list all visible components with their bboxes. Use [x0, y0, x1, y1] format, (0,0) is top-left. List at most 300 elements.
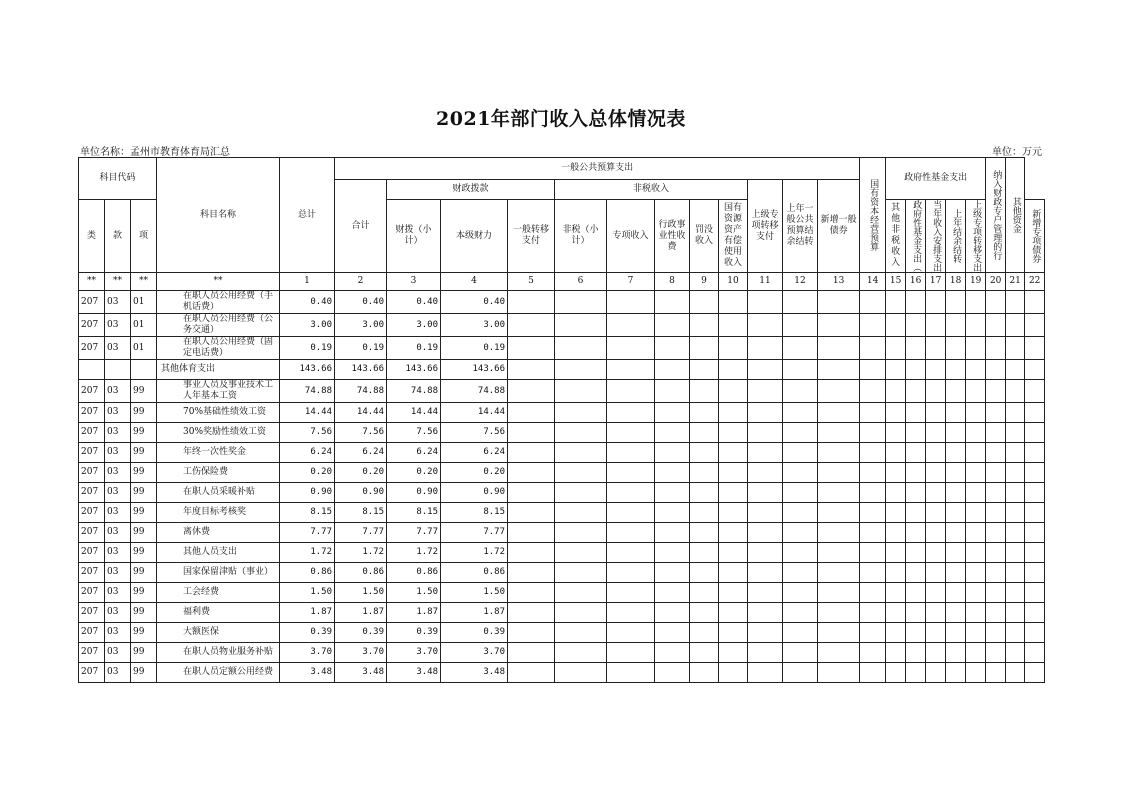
cell-empty — [508, 337, 555, 360]
cell-subtotal: 14.44 — [335, 403, 387, 423]
cell-empty — [1025, 663, 1045, 683]
cell-lei: 207 — [79, 483, 105, 503]
header-kuan: 款 — [105, 200, 131, 273]
table-row — [79, 443, 1045, 463]
cell-empty — [555, 583, 607, 603]
cell-empty — [1025, 623, 1045, 643]
cell-empty — [690, 337, 719, 360]
cell-local-fiscal: 3.48 — [441, 663, 508, 683]
header-non-tax: 非税收入 — [555, 180, 748, 200]
cell-empty — [926, 291, 946, 314]
cell-kuan: 03 — [105, 483, 131, 503]
cell-empty — [748, 314, 783, 337]
cell-empty — [607, 423, 655, 443]
cell-empty — [690, 563, 719, 583]
cell-empty — [818, 543, 860, 563]
cell-empty — [719, 360, 748, 380]
cell-kuan: 03 — [105, 523, 131, 543]
cell-empty — [946, 623, 966, 643]
cell-empty — [1006, 463, 1025, 483]
header-subtotal: 合计 — [335, 180, 387, 273]
header-local-fiscal: 本级财力 — [441, 200, 508, 273]
cell-empty — [860, 583, 886, 603]
cell-empty — [748, 583, 783, 603]
cell-empty — [818, 360, 860, 380]
cell-empty — [860, 543, 886, 563]
cell-empty — [818, 443, 860, 463]
cell-empty — [655, 503, 690, 523]
cell-fiscal-sub: 6.24 — [387, 443, 441, 463]
cell-empty — [607, 483, 655, 503]
cell-kuan: 03 — [105, 380, 131, 403]
cell-empty — [946, 523, 966, 543]
cell-empty — [818, 503, 860, 523]
cell-empty — [946, 463, 966, 483]
cell-empty — [966, 423, 986, 443]
cell-empty — [886, 663, 906, 683]
cell-total: 7.56 — [280, 423, 335, 443]
cell-lei: 207 — [79, 503, 105, 523]
cell-empty — [946, 360, 966, 380]
cell-fiscal-sub: 0.86 — [387, 563, 441, 583]
cell-empty — [690, 643, 719, 663]
cell-empty — [986, 337, 1006, 360]
cell-local-fiscal: 7.56 — [441, 423, 508, 443]
cell-total: 6.24 — [280, 443, 335, 463]
cell-subject-name: 年度目标考核奖 — [157, 503, 280, 523]
cell-empty — [860, 463, 886, 483]
cell-fiscal-sub: 14.44 — [387, 403, 441, 423]
cell-empty — [906, 503, 926, 523]
cell-empty — [860, 663, 886, 683]
cell-empty — [607, 583, 655, 603]
cell-lei: 207 — [79, 380, 105, 403]
cell-subject-name: 其他体育支出 — [157, 360, 280, 380]
cell-empty — [1006, 443, 1025, 463]
cell-empty — [818, 291, 860, 314]
cell-empty — [719, 663, 748, 683]
cell-empty — [906, 603, 926, 623]
cell-empty — [719, 443, 748, 463]
cell-lei — [79, 360, 105, 380]
cell-empty — [986, 403, 1006, 423]
table-row — [79, 291, 1045, 314]
cell-empty — [719, 563, 748, 583]
cell-empty — [1025, 463, 1045, 483]
cell-fiscal-sub: 0.90 — [387, 483, 441, 503]
cell-empty — [690, 314, 719, 337]
cell-empty — [748, 443, 783, 463]
table-row — [79, 337, 1045, 360]
cell-empty — [1025, 443, 1045, 463]
cell-empty — [783, 563, 818, 583]
cell-fiscal-sub: 8.15 — [387, 503, 441, 523]
cell-total: 74.88 — [280, 380, 335, 403]
table-row — [79, 643, 1045, 663]
cell-empty — [1006, 360, 1025, 380]
cell-empty — [607, 337, 655, 360]
header-fiscal-sub: 财拨（小计） — [387, 200, 441, 273]
cell-xiang: 01 — [131, 337, 157, 360]
cell-fiscal-sub: 74.88 — [387, 380, 441, 403]
cell-empty — [655, 403, 690, 423]
cell-empty — [555, 380, 607, 403]
cell-empty — [986, 503, 1006, 523]
cell-empty — [946, 563, 966, 583]
cell-lei: 207 — [79, 423, 105, 443]
cell-subject-name: 70%基础性绩效工资 — [157, 403, 280, 423]
cell-empty — [926, 403, 946, 423]
cell-empty — [886, 503, 906, 523]
cell-subject-name: 在职人员定额公用经费 — [157, 663, 280, 683]
cell-empty — [607, 503, 655, 523]
cell-empty — [1006, 291, 1025, 314]
cell-empty — [818, 523, 860, 543]
cell-xiang: 99 — [131, 443, 157, 463]
cell-empty — [966, 443, 986, 463]
cell-empty — [783, 483, 818, 503]
cell-fiscal-sub: 3.00 — [387, 314, 441, 337]
table-row — [79, 314, 1045, 337]
cell-subject-name: 事业人员及事业技术工人年基本工资 — [157, 380, 280, 403]
cell-empty — [690, 291, 719, 314]
cell-empty — [986, 523, 1006, 543]
cell-empty — [946, 583, 966, 603]
cell-total: 0.86 — [280, 563, 335, 583]
cell-subject-name: 其他人员支出 — [157, 543, 280, 563]
header-superior-transfer: 上级专项转移支付 — [748, 180, 783, 273]
cell-empty — [886, 643, 906, 663]
cell-empty — [748, 291, 783, 314]
cell-empty — [748, 403, 783, 423]
cell-kuan: 03 — [105, 663, 131, 683]
page-title: 2021年部门收入总体情况表 — [436, 108, 686, 130]
cell-empty — [690, 380, 719, 403]
cell-empty — [690, 623, 719, 643]
cell-subject-name: 国家保留津贴（事业） — [157, 563, 280, 583]
cell-empty — [719, 523, 748, 543]
cell-lei: 207 — [79, 523, 105, 543]
cell-lei: 207 — [79, 291, 105, 314]
cell-local-fiscal: 74.88 — [441, 380, 508, 403]
cell-empty — [986, 563, 1006, 583]
cell-empty — [860, 314, 886, 337]
cell-xiang: 99 — [131, 483, 157, 503]
cell-empty — [886, 380, 906, 403]
cell-empty — [860, 483, 886, 503]
cell-empty — [783, 360, 818, 380]
cell-empty — [966, 403, 986, 423]
cell-empty — [607, 403, 655, 423]
cell-empty — [886, 403, 906, 423]
cell-empty — [1006, 663, 1025, 683]
cell-empty — [906, 643, 926, 663]
cell-empty — [748, 523, 783, 543]
cell-empty — [1025, 483, 1045, 503]
cell-empty — [690, 423, 719, 443]
cell-empty — [886, 314, 906, 337]
index-cell: 21 — [1006, 273, 1025, 291]
cell-local-fiscal: 3.00 — [441, 314, 508, 337]
cell-subject-name: 工伤保险费 — [157, 463, 280, 483]
cell-empty — [1006, 483, 1025, 503]
cell-lei: 207 — [79, 443, 105, 463]
cell-empty — [508, 643, 555, 663]
cell-empty — [555, 314, 607, 337]
cell-empty — [607, 360, 655, 380]
index-cell: 4 — [441, 273, 508, 291]
cell-empty — [966, 337, 986, 360]
index-cell: 19 — [966, 273, 986, 291]
cell-subject-name: 在职人员公用经费（固定电话费） — [157, 337, 280, 360]
cell-empty — [655, 643, 690, 663]
cell-total: 3.70 — [280, 643, 335, 663]
cell-empty — [1025, 643, 1045, 663]
cell-local-fiscal: 3.70 — [441, 643, 508, 663]
cell-empty — [508, 463, 555, 483]
cell-empty — [655, 423, 690, 443]
cell-empty — [748, 603, 783, 623]
cell-empty — [607, 603, 655, 623]
cell-empty — [1006, 423, 1025, 443]
cell-empty — [966, 623, 986, 643]
cell-empty — [860, 563, 886, 583]
index-cell: 13 — [818, 273, 860, 291]
table-row — [79, 603, 1045, 623]
cell-kuan — [105, 360, 131, 380]
cell-empty — [719, 603, 748, 623]
header-fines: 罚没收入 — [690, 200, 719, 273]
cell-empty — [906, 380, 926, 403]
cell-subject-name: 在职人员公用经费（手机话费） — [157, 291, 280, 314]
cell-empty — [508, 380, 555, 403]
cell-empty — [926, 603, 946, 623]
cell-fiscal-sub: 1.50 — [387, 583, 441, 603]
cell-empty — [946, 543, 966, 563]
cell-empty — [1006, 314, 1025, 337]
table-row — [79, 380, 1045, 403]
cell-empty — [946, 503, 966, 523]
cell-empty — [986, 583, 1006, 603]
cell-empty — [886, 463, 906, 483]
cell-empty — [946, 337, 966, 360]
cell-xiang: 99 — [131, 603, 157, 623]
cell-subtotal: 0.86 — [335, 563, 387, 583]
cell-empty — [1025, 563, 1045, 583]
cell-kuan: 03 — [105, 463, 131, 483]
cell-local-fiscal: 0.40 — [441, 291, 508, 314]
cell-empty — [655, 623, 690, 643]
cell-empty — [508, 543, 555, 563]
cell-empty — [690, 403, 719, 423]
header-fiscal-account: 纳入财政专户管理的行 — [986, 158, 1006, 273]
cell-empty — [508, 443, 555, 463]
header-cur-year-income: 当年收入安排支出 — [926, 200, 946, 273]
cell-empty — [748, 337, 783, 360]
cell-empty — [748, 643, 783, 663]
header-gov-fund-exp: 政府性基金支出（ — [906, 200, 926, 273]
cell-subtotal: 7.77 — [335, 523, 387, 543]
cell-empty — [906, 443, 926, 463]
cell-local-fiscal: 0.20 — [441, 463, 508, 483]
cell-empty — [860, 503, 886, 523]
cell-empty — [818, 423, 860, 443]
table-row — [79, 423, 1045, 443]
cell-lei: 207 — [79, 543, 105, 563]
cell-empty — [1006, 523, 1025, 543]
cell-subject-name: 大额医保 — [157, 623, 280, 643]
cell-empty — [748, 360, 783, 380]
cell-empty — [966, 643, 986, 663]
cell-xiang: 01 — [131, 314, 157, 337]
cell-empty — [986, 543, 1006, 563]
cell-subtotal: 3.70 — [335, 643, 387, 663]
cell-empty — [986, 380, 1006, 403]
header-non-tax-sub: 非税（小计） — [555, 200, 607, 273]
cell-empty — [886, 360, 906, 380]
cell-empty — [818, 337, 860, 360]
cell-subtotal: 1.72 — [335, 543, 387, 563]
cell-empty — [886, 543, 906, 563]
cell-subject-name: 年终一次性奖金 — [157, 443, 280, 463]
cell-empty — [508, 563, 555, 583]
cell-empty — [818, 483, 860, 503]
cell-local-fiscal: 1.50 — [441, 583, 508, 603]
header-subject-code: 科目代码 — [79, 158, 157, 200]
cell-lei: 207 — [79, 603, 105, 623]
cell-empty — [555, 403, 607, 423]
cell-empty — [719, 623, 748, 643]
header-superior-special: 上级专项转移支出 — [966, 200, 986, 273]
cell-empty — [818, 663, 860, 683]
cell-empty — [860, 423, 886, 443]
header-lei: 类 — [79, 200, 105, 273]
cell-empty — [906, 583, 926, 603]
cell-fiscal-sub: 3.70 — [387, 643, 441, 663]
cell-empty — [555, 360, 607, 380]
cell-empty — [886, 291, 906, 314]
cell-empty — [719, 291, 748, 314]
cell-empty — [748, 483, 783, 503]
cell-empty — [690, 523, 719, 543]
cell-empty — [966, 314, 986, 337]
cell-subtotal: 1.87 — [335, 603, 387, 623]
cell-local-fiscal: 0.39 — [441, 623, 508, 643]
cell-empty — [886, 483, 906, 503]
cell-empty — [783, 403, 818, 423]
cell-kuan: 03 — [105, 603, 131, 623]
cell-total: 7.77 — [280, 523, 335, 543]
income-table — [78, 157, 1045, 683]
cell-local-fiscal: 8.15 — [441, 503, 508, 523]
cell-fiscal-sub: 1.72 — [387, 543, 441, 563]
cell-empty — [719, 403, 748, 423]
cell-total: 3.48 — [280, 663, 335, 683]
cell-empty — [906, 463, 926, 483]
cell-empty — [508, 360, 555, 380]
cell-empty — [818, 623, 860, 643]
cell-empty — [607, 380, 655, 403]
header-total: 总计 — [280, 158, 335, 273]
table-body — [79, 273, 1045, 683]
cell-fiscal-sub: 0.19 — [387, 337, 441, 360]
cell-empty — [818, 563, 860, 583]
cell-subject-name: 在职人员物业服务补贴 — [157, 643, 280, 663]
cell-empty — [748, 563, 783, 583]
cell-subtotal: 3.00 — [335, 314, 387, 337]
cell-total: 143.66 — [280, 360, 335, 380]
cell-local-fiscal: 0.19 — [441, 337, 508, 360]
cell-empty — [508, 503, 555, 523]
cell-empty — [748, 463, 783, 483]
cell-empty — [555, 483, 607, 503]
cell-empty — [860, 403, 886, 423]
cell-empty — [655, 663, 690, 683]
index-cell: 12 — [783, 273, 818, 291]
cell-empty — [926, 483, 946, 503]
cell-xiang: 99 — [131, 623, 157, 643]
cell-empty — [966, 603, 986, 623]
header-special-income: 专项收入 — [607, 200, 655, 273]
cell-empty — [690, 583, 719, 603]
cell-empty — [986, 623, 1006, 643]
cell-empty — [719, 483, 748, 503]
cell-empty — [860, 291, 886, 314]
cell-total: 1.87 — [280, 603, 335, 623]
cell-empty — [555, 337, 607, 360]
cell-fiscal-sub: 0.20 — [387, 463, 441, 483]
cell-empty — [818, 583, 860, 603]
cell-empty — [655, 583, 690, 603]
cell-xiang: 99 — [131, 643, 157, 663]
cell-empty — [555, 523, 607, 543]
cell-empty — [860, 603, 886, 623]
cell-empty — [860, 643, 886, 663]
cell-empty — [719, 583, 748, 603]
cell-empty — [926, 337, 946, 360]
cell-total: 0.19 — [280, 337, 335, 360]
cell-empty — [555, 643, 607, 663]
cell-subject-name: 在职人员公用经费（公务交通） — [157, 314, 280, 337]
cell-empty — [966, 380, 986, 403]
cell-empty — [860, 623, 886, 643]
cell-empty — [926, 543, 946, 563]
cell-local-fiscal: 0.90 — [441, 483, 508, 503]
cell-empty — [1006, 380, 1025, 403]
cell-empty — [508, 314, 555, 337]
cell-fiscal-sub: 3.48 — [387, 663, 441, 683]
cell-empty — [986, 603, 1006, 623]
cell-empty — [719, 463, 748, 483]
cell-subtotal: 0.39 — [335, 623, 387, 643]
cell-empty — [1006, 563, 1025, 583]
header-xiang: 项 — [131, 200, 157, 273]
cell-empty — [906, 291, 926, 314]
cell-empty — [986, 291, 1006, 314]
cell-empty — [607, 563, 655, 583]
cell-empty — [508, 423, 555, 443]
cell-empty — [508, 523, 555, 543]
cell-empty — [860, 523, 886, 543]
header-other-funds: 其他资金 — [1006, 158, 1025, 273]
cell-xiang: 01 — [131, 291, 157, 314]
cell-empty — [607, 623, 655, 643]
cell-subject-name: 离休费 — [157, 523, 280, 543]
cell-empty — [607, 663, 655, 683]
cell-subtotal: 0.20 — [335, 463, 387, 483]
cell-empty — [783, 423, 818, 443]
cell-empty — [966, 523, 986, 543]
